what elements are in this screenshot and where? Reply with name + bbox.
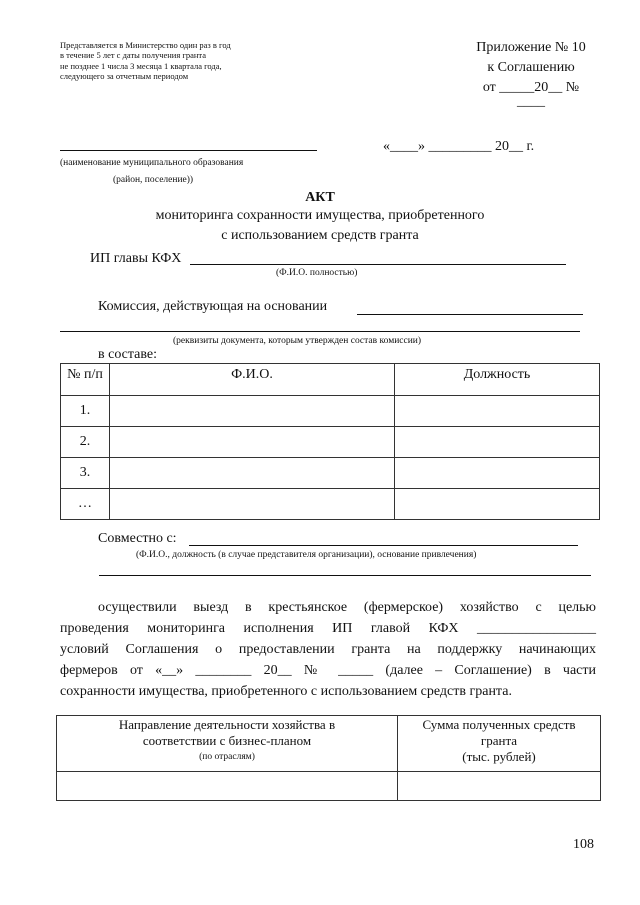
- grant-sum-line: Сумма полученных средств: [422, 717, 576, 732]
- table-header-row: [57, 716, 601, 772]
- appendix-block: [456, 38, 606, 112]
- appendix-number: ____: [517, 94, 545, 109]
- commission-basis-field[interactable]: [357, 314, 583, 315]
- act-subtitle-1: мониторинга сохранности имущества, приобретенного: [155, 208, 485, 223]
- municipality-caption: (наименование муниципального образования: [60, 158, 244, 168]
- paragraph-line: фермеров от «__» ________ 20__ № _____ (далее – Соглашение) в части: [60, 663, 596, 678]
- jointly-field-2[interactable]: [99, 575, 591, 576]
- row-number: 2.: [61, 427, 110, 458]
- activity-table: [56, 715, 601, 801]
- jointly-caption: (Ф.И.О., должность (в случае представителя организации), основание привлечения): [136, 550, 477, 560]
- row-number: …: [61, 489, 110, 520]
- commission-label: Комиссия, действующая на основании: [98, 299, 328, 314]
- table-row: [61, 489, 600, 520]
- member-name-cell[interactable]: [110, 458, 395, 489]
- district-caption: (район, поселение)): [113, 175, 194, 185]
- activity-direction-note: (по отраслям): [199, 752, 255, 762]
- commission-caption: (реквизиты документа, которым утвержден состав комиссии): [173, 336, 422, 346]
- row-number: 3.: [61, 458, 110, 489]
- paragraph-line: сохранности имущества, приобретенного с использованием средств гранта.: [60, 684, 512, 699]
- activity-direction-cell[interactable]: [57, 772, 398, 801]
- submission-note-line: не позднее 1 числа 3 месяца 1 квартала года,: [60, 60, 222, 71]
- ip-name-field[interactable]: [190, 264, 566, 265]
- appendix-agreement: к Соглашению: [487, 60, 575, 75]
- grant-sum-cell[interactable]: [398, 772, 601, 801]
- act-date[interactable]: «____» _________ 20__ г.: [383, 139, 535, 154]
- paragraph-line: проведения мониторинга исполнения ИП главой КФХ _________________: [60, 621, 596, 636]
- submission-note: [60, 40, 231, 82]
- header-number: № п/п: [61, 364, 110, 396]
- municipality-line[interactable]: [60, 150, 317, 151]
- table-header-row: [61, 364, 600, 396]
- member-name-cell[interactable]: [110, 427, 395, 458]
- member-position-cell[interactable]: [395, 427, 600, 458]
- member-position-cell[interactable]: [395, 458, 600, 489]
- commission-basis-field-2[interactable]: [60, 331, 580, 332]
- grant-sum-header: [398, 716, 601, 772]
- submission-note-line: следующего за отчетным периодом: [60, 71, 189, 82]
- ip-label: ИП главы КФХ: [90, 251, 182, 266]
- appendix-date: от _____20__ №: [482, 80, 580, 95]
- table-row: [61, 427, 600, 458]
- jointly-field[interactable]: [189, 545, 578, 546]
- composition-label: в составе:: [98, 347, 158, 362]
- ip-caption: (Ф.И.О. полностью): [276, 268, 358, 278]
- page-number: 108: [573, 837, 594, 852]
- activity-direction-line: соответствии с бизнес-планом: [142, 733, 312, 748]
- appendix-title: Приложение № 10: [476, 40, 586, 55]
- row-number: 1.: [61, 396, 110, 427]
- submission-note-line: в течение 5 лет с даты получения гранта: [60, 50, 207, 61]
- grant-sum-line: гранта: [480, 733, 518, 748]
- table-row: [57, 772, 601, 801]
- member-position-cell[interactable]: [395, 396, 600, 427]
- commission-members-table: [60, 363, 600, 520]
- activity-direction-line: Направление деятельности хозяйства в: [118, 717, 336, 732]
- header-name: Ф.И.О.: [110, 364, 395, 396]
- grant-sum-line: (тыс. рублей): [462, 749, 536, 764]
- submission-note-line: Представляется в Министерство один раз в год: [60, 40, 231, 50]
- paragraph-line: условий Соглашения о предоставлении гранта на поддержку начинающих: [60, 642, 596, 657]
- header-position: Должность: [395, 364, 600, 396]
- activity-direction-header: [57, 716, 398, 772]
- act-paragraph: [60, 597, 596, 702]
- table-row: [61, 396, 600, 427]
- jointly-label: Совместно с:: [98, 531, 177, 546]
- table-row: [61, 458, 600, 489]
- act-subtitle-2: с использованием средств гранта: [221, 228, 419, 243]
- member-position-cell[interactable]: [395, 489, 600, 520]
- member-name-cell[interactable]: [110, 396, 395, 427]
- act-title: АКТ: [305, 190, 335, 205]
- member-name-cell[interactable]: [110, 489, 395, 520]
- paragraph-line: осуществили выезд в крестьянское (фермерское) хозяйство с целью: [98, 600, 596, 615]
